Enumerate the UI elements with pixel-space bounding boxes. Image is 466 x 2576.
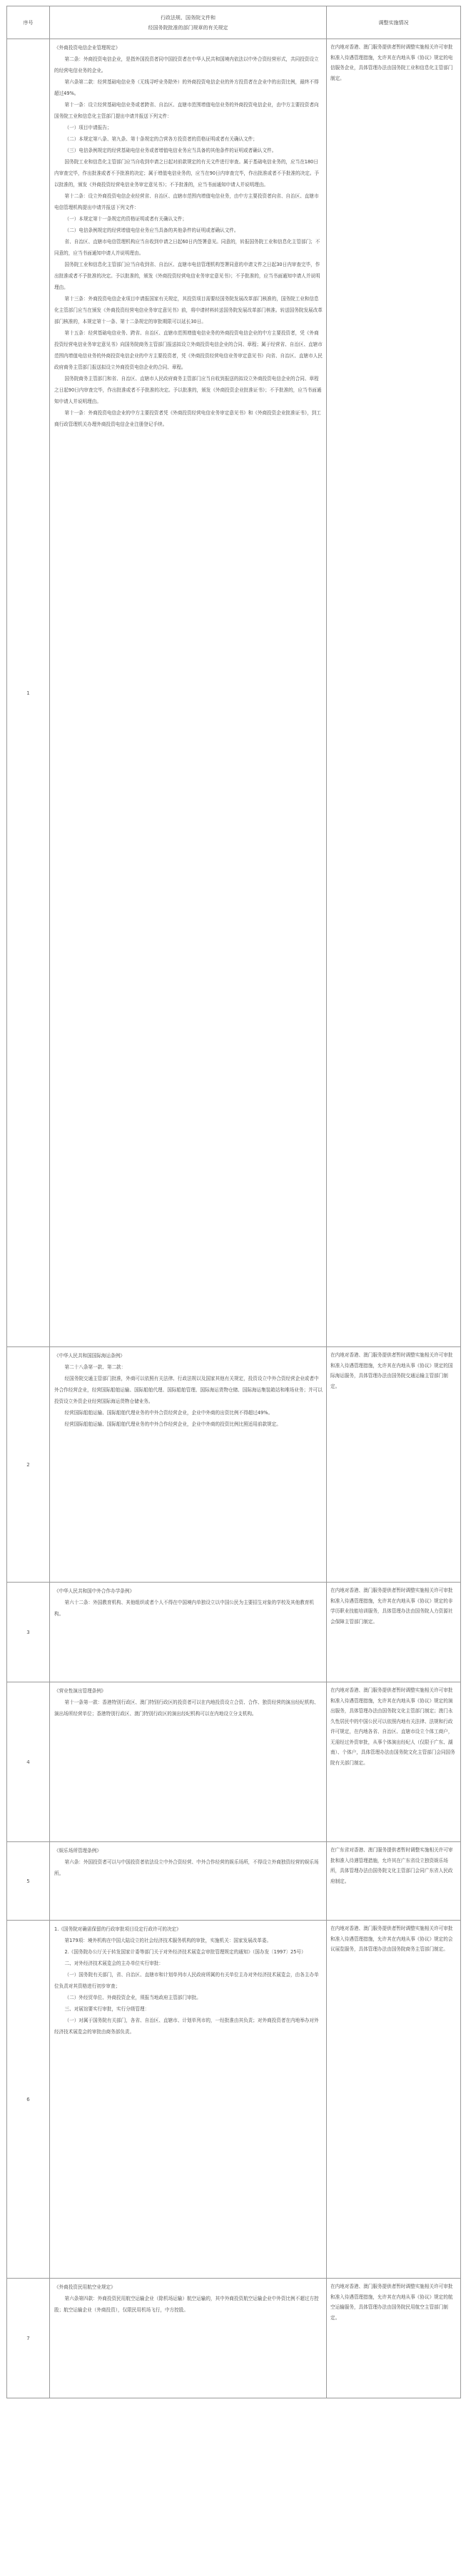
regulation-title: 《外商投资电信企业管理规定》 xyxy=(54,45,121,51)
adjustment-paragraph: 在内地对香港、澳门服务提供者暂时调整实施相关许可审批和准入待遇管理措施，允许其在内地从事《协议》规定的非学历职业技能培训服务，具体管理办法由国务院人力资源社会保障主管部门制定。 xyxy=(330,1588,453,1625)
regulation-title: 《外商投资民用航空业规定》 xyxy=(54,2284,116,2290)
adjustment-paragraph: 在内地对香港、澳门服务提供者暂时调整实施相关许可审批和准入待遇管理措施，允许其在内地从事《协议》规定的航空运输服务，具体管理办法由国务院民用航空主管部门制定。 xyxy=(330,2284,453,2321)
table-row xyxy=(7,1842,461,1921)
regulation-paragraph: 经国务院交通主管部门批准，外商可以依照有关法律、行政法规以及国家其他有关规定，投资设立中外合资经营企业或者中外合作经营企业，经营国际船舶运输、国际船舶代理、国际船舶管理、国际海运货物仓储、国际海运集装箱站和堆场业务；并可以投资设立外资企业经营国际海运货物仓储业务。 xyxy=(54,1376,323,1404)
header-adjustment: 调整实施情况 xyxy=(327,6,461,39)
serial-number-cell: 1 xyxy=(7,39,50,1347)
regulation-cell xyxy=(50,1842,327,1921)
regulation-cell xyxy=(50,1921,327,2279)
regulation-paragraph: 第六条：外国投资者可以与中国投资者依法设立中外合资经营、中外合作经营的娱乐场所，不得设立外商独资经营的娱乐场所。 xyxy=(54,1859,319,1876)
regulation-table xyxy=(6,6,461,2398)
regulation-paragraph: （一）国务院有关部门，省、自治区、直辖市和计划单列市人民政府所属的有关单位主办对外经济技术展览会，由各主办单位负责对其资格进行初步审查； xyxy=(54,1972,319,1989)
serial-number-cell: 7 xyxy=(7,2279,50,2398)
adjustment-cell xyxy=(327,1842,461,1921)
regulation-paragraph: 第十二条：设立外商投资电信企业经营省、自治区、直辖市范围内增值电信业务，由中方主要投资者向省、自治区、直辖市电信管理机构提出申请并报送下列文件： xyxy=(54,193,319,210)
adjustment-cell xyxy=(327,1921,461,2279)
regulation-title: 《中华人民共和国国际海运条例》 xyxy=(54,1353,125,1359)
adjustment-paragraph: 在内地对香港、澳门服务提供者暂时调整实施相关许可审批和准入待遇管理措施，允许其在内地从事《协议》规定的电信服务企业，具体管理办法由国务院工业和信息化主管部门制定。 xyxy=(330,44,453,81)
regulation-paragraph: （一）项目申请报告； xyxy=(64,125,112,131)
regulation-paragraph: 2.《国务院办公厅关于转发国家计委等部门关于对外经济技术展览会审批管理规定的通知》（国办发〔1997〕25号） xyxy=(64,1949,306,1955)
adjustment-cell xyxy=(327,2279,461,2398)
serial-number-cell: 5 xyxy=(7,1842,50,1921)
regulation-paragraph: 国务院商务主管部门和省、自治区、直辖市人民政府商务主管部门应当自收到报送的拟设立外商投资电信企业的合同、章程之日起90日内审查完毕，作出批准或者不予批准的决定。予以批准的，颁发《外商投资企业批准证书》；不予批准的，应当书面通知申请人并说明理由。 xyxy=(54,376,322,404)
regulation-paragraph: 第十五条：经营基础电信业务、跨省、自治区、直辖市范围增值电信业务的外商投资电信企业的中方主要投资者，凭《外商投资经营电信业务审定意见书》向国务院商务主管部门报送拟设立外商投资电信企业的合同、章程；属于经营省、自治区、直辖市范围内增值电信业务的外商投资电信企业的中方主要投资者，凭《外商投资经营电信业务审定意见书》向省、自治区、直辖市人民政府商务主管部门报送拟设立外商投资电信企业的合同、章程。 xyxy=(54,330,323,370)
table-row xyxy=(7,1682,461,1842)
regulation-paragraph: 第十一条第一款：香港特别行政区、澳门特别行政区的投资者可以在内地投资设立合资、合作、独资经营的演出经纪机构、演出场所经营单位；香港特别行政区、澳门特别行政区的演出经纪机构可以在内地设立分支机构。 xyxy=(54,1700,319,1717)
regulation-paragraph: 省、自治区、直辖市电信管理机构应当自收到申请之日起60日内签署意见。同意的，转报国务院工业和信息化主管部门；不同意的，应当书面通知申请人并说明理由。 xyxy=(54,239,320,256)
regulation-title: 《营业性演出管理条例》 xyxy=(54,1688,106,1694)
table-row xyxy=(7,1921,461,2279)
regulation-paragraph: 第六十二条：外国教育机构、其他组织或者个人不得在中国境内单独设立以中国公民为主要招生对象的学校及其他教育机构。 xyxy=(54,1600,314,1617)
regulation-paragraph: 经营国际船舶运输、国际船舶代理业务的中外合资经营企业，企业中外商的出资比例不得超过49%。 xyxy=(64,1410,273,1416)
table-row xyxy=(7,39,461,1347)
regulation-cell xyxy=(50,2279,327,2398)
regulation-paragraph: 第179项：境外机构在中国大陆设立的社会经济技术服务机构的审批，实施机关：国家发展改革委。 xyxy=(64,1938,272,1943)
table-row xyxy=(7,1583,461,1682)
regulation-paragraph: （二）电信条例规定的经营增值电信业务应当具备的其他条件的证明或者确认文件。 xyxy=(64,228,239,233)
regulation-paragraph: 第十三条：外商投资电信企业项目申请报国家有关规定，其投资项目需要经国务院发展改革部门核准的，国务院工业和信息化主管部门应当在颁发《外商投资经营电信业务审定意见书》前，将申请材料转送国务院发展改革部门核准。转送国务院发展改革部门核准的，本规定第十一条、第十二条规定的审批期限可以延长30日。 xyxy=(54,296,323,324)
header-regulation: 行政法规、国务院文件和 经国务院批准的部门规章的有关规定 xyxy=(50,6,327,39)
regulation-title: 1.《国务院对确需保留的行政审批项目设定行政许可的决定》 xyxy=(54,1926,181,1932)
adjustment-paragraph: 在内地对香港、澳门服务提供者暂时调整实施相关许可审批和准入待遇管理措施，允许其在内地从事《协议》规定的演出服务，具体管理办法由国务院文化主管部门制定；澳门永久性居民中的中国公民可以依照内地有关法律、法规和行政许可规定，在内地各省、自治区、直辖市设立个体工商户，无需经过外资审批，从事个体演出经纪人（仅限于广东、湖南）、个体户，具体管理办法由国务院文化主管部门会同国务院有关部门制定。 xyxy=(330,1687,455,1766)
table-body xyxy=(7,39,461,2398)
adjustment-cell xyxy=(327,1682,461,1842)
regulation-paragraph: 三、对展馆要实行审批，实行分级管理： xyxy=(64,2006,150,2012)
regulation-paragraph: 经营国际船舶运输、国际船舶代理业务的中外合作经营企业，企业中外商的投资比例比照适用前款规定。 xyxy=(64,1421,281,1427)
serial-number-cell: 4 xyxy=(7,1682,50,1842)
regulation-paragraph: （一）本规定第十一条规定的资格证明或者有关确认文件； xyxy=(64,216,187,222)
header-serial-number: 序号 xyxy=(7,6,50,39)
regulation-paragraph: 第六条第四款：外商投资民用航空运输企业（除机场运输）航空运输的，其中外商投资航空运输企业中外资比例不超过方控股；航空运输企业（外商投资），仅限民用机场飞行，中方控股。 xyxy=(54,2296,319,2313)
regulation-paragraph: 第六条第二款：经营基础电信业务（无线寻呼业务除外）的外商投资电信企业的外方投资者在企业中的出资比例，最终不得超过49%。 xyxy=(54,79,319,96)
regulation-title: 《娱乐场所管理条例》 xyxy=(54,1848,101,1854)
adjustment-paragraph: 在内地对香港、澳门服务提供者暂时调整实施相关许可审批和准入待遇管理措施，允许其在内地从事《协议》规定的国际海运服务，具体管理办法由国务院交通运输主管部门制定。 xyxy=(330,1352,453,1389)
adjustment-cell xyxy=(327,39,461,1347)
regulation-paragraph: （二）本规定第八条、第九条、第十条规定的合营各方投资者的资格证明或者有关确认文件； xyxy=(64,136,258,142)
regulation-paragraph: （三）电信条例规定的经营基础电信业务或者增值电信业务应当具备的其他条件的证明或者确认文件。 xyxy=(64,148,277,153)
regulation-paragraph: （二）外经贸单位、外商投资企业，须报当地政府主管部门审批。 xyxy=(64,1995,201,2000)
regulation-paragraph: （一）对属于国务院有关部门，各省、自治区、直辖市、计划单列市的，一经批准由其负责；对外商投资者在内地举办对外经济技术展览会的审批由商务部负责。 xyxy=(54,2018,319,2035)
serial-number-cell: 2 xyxy=(7,1347,50,1583)
serial-number-cell: 3 xyxy=(7,1583,50,1682)
table-header-row xyxy=(7,6,461,39)
regulation-cell xyxy=(50,1682,327,1842)
serial-number-cell: 6 xyxy=(7,1921,50,2279)
adjustment-cell xyxy=(327,1347,461,1583)
table-row xyxy=(7,1347,461,1583)
regulation-paragraph: 第二十八条第一款、第二款： xyxy=(64,1364,126,1370)
regulation-paragraph: 国务院工业和信息化主管部门应当自收到省、自治区、直辖市电信管理机构签署同意的申请文件之日起30日内审查完毕，作出批准或者不予批准的决定。予以批准的，颁发《外商投资经营电信业务审定意见书》；不予批准的，应当书面通知申请人并说明理由。 xyxy=(54,262,320,290)
adjustment-paragraph: 在广东省对香港、澳门服务提供者暂时调整实施相关许可审批和准入待遇管理措施，允许其在广东省设立独资娱乐场所，具体管理办法由国务院文化主管部门会同广东省人民政府制定。 xyxy=(330,1847,453,1884)
regulation-cell xyxy=(50,1583,327,1682)
regulation-title: 《中华人民共和国中外合作办学条例》 xyxy=(54,1588,135,1594)
regulation-cell xyxy=(50,1347,327,1583)
adjustment-cell xyxy=(327,1583,461,1682)
regulation-paragraph: 第十一条：外商投资电信企业的中方主要投资者凭《外商投资经营电信业务审定意见书》和《外商投资企业批准证书》，到工商行政管理机关办理外商投资电信企业注册登记手续。 xyxy=(54,410,321,427)
regulation-paragraph: 二、对外经济技术展览会的主办单位实行审批： xyxy=(64,1961,163,1966)
regulation-paragraph: 第十一条：设立经营基础电信业务或者跨省、自治区、直辖市范围增值电信业务的外商投资电信企业，由中方主要投资者向国务院工业和信息化主管部门提出申请并报送下列文件： xyxy=(54,102,319,119)
regulation-paragraph: 国务院工业和信息化主管部门应当自收到申请之日起对前款规定的有关文件进行审查。属于基础电信业务的，应当在180日内审查完毕，作出批准或者不予批准的决定；属于增值电信业务的，应当在90日内审查完毕，作出批准或者不予批准的决定。予以批准的，颁发《外商投资经营电信业务审定意见书》；不予批准的，应当书面通知申请人并说明理由。 xyxy=(54,159,320,188)
adjustment-paragraph: 在内地对香港、澳门服务提供者暂时调整实施相关许可审批和准入待遇管理措施，允许其在内地从事《协议》规定的会议展览服务，具体管理办法由国务院商务主管部门制定。 xyxy=(330,1926,453,1952)
regulation-paragraph: 第二条：外商投资电信企业，是指外国投资者同中国投资者在中华人民共和国境内依法以中外合资经营形式，共同投资设立的经营电信业务的企业。 xyxy=(54,56,319,73)
table-row xyxy=(7,2279,461,2398)
regulation-cell xyxy=(50,39,327,1347)
